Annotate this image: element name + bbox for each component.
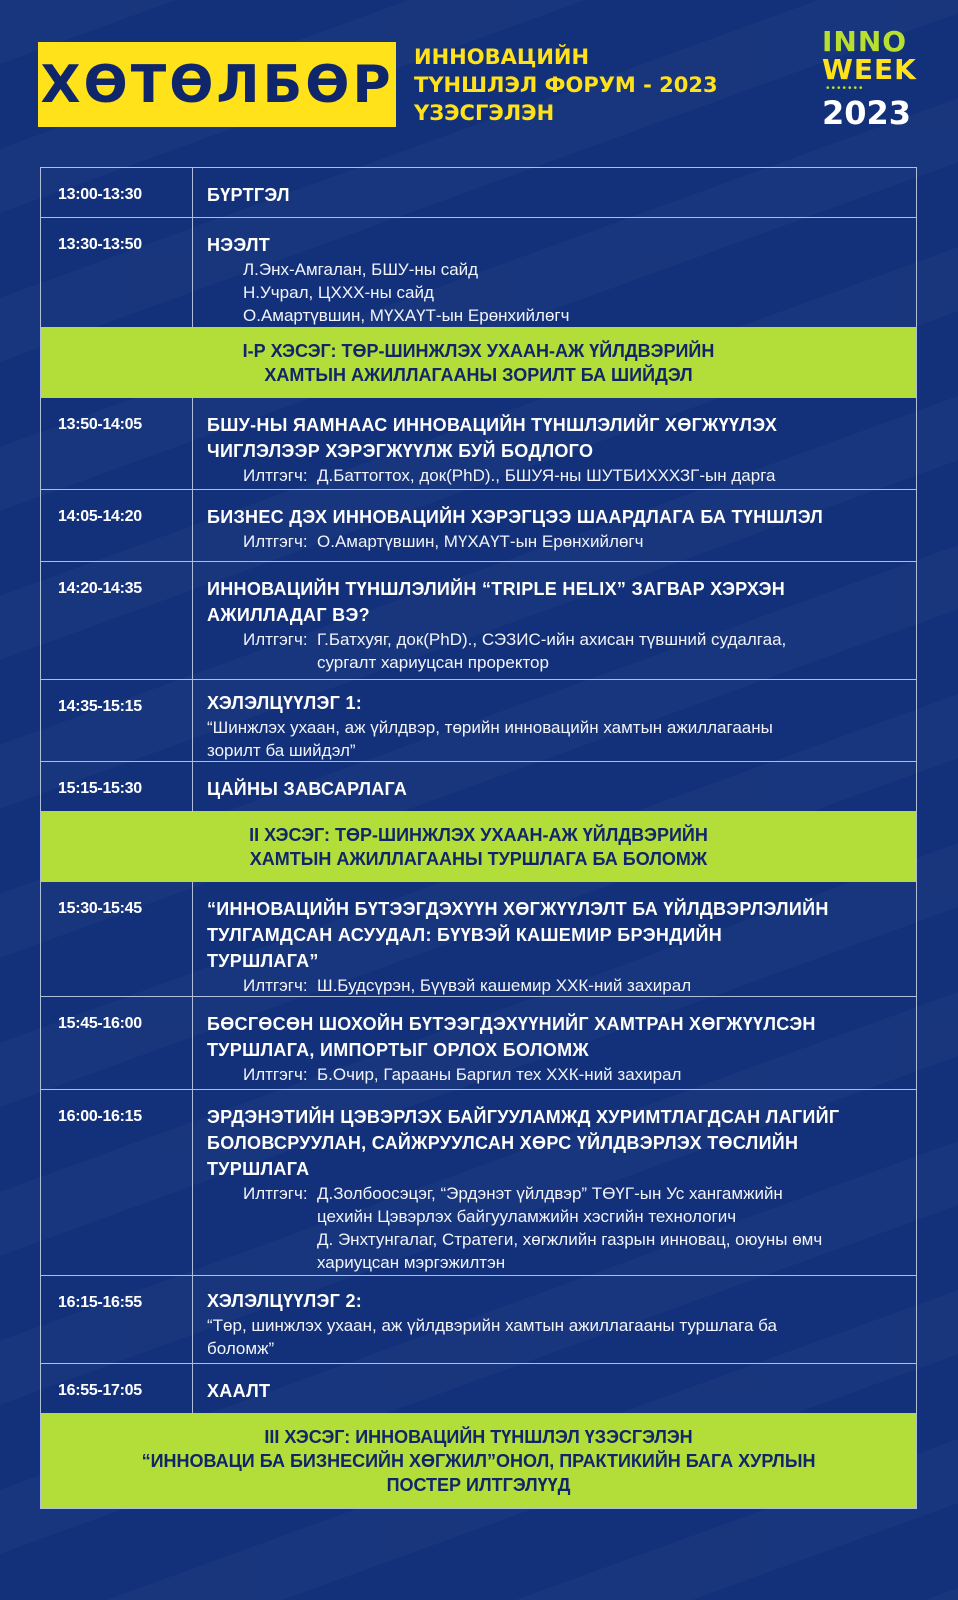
time-cell: 16:00-16:15 — [41, 1090, 193, 1275]
presenter-name: Д. Энхтунгалаг, Стратеги, хөгжлийн газрын инновац, оюуны өмч — [317, 1230, 823, 1249]
section-title-line: “ИННОВАЦИ БА БИЗНЕСИЙН ХӨГЖИЛ”ОНОЛ, ПРАКТИКИЙН БАГА ХУРЛЫН — [141, 1451, 816, 1471]
content-cell — [193, 1276, 916, 1363]
content-cell — [193, 882, 916, 996]
time-cell: 14:35-15:15 — [41, 680, 193, 761]
page-title: ХӨТӨЛБӨР — [40, 54, 394, 115]
schedule-row — [40, 1364, 917, 1414]
schedule-row — [40, 762, 917, 812]
logo-text-week: WEEK — [822, 53, 917, 86]
presenter-name: Г.Батхуяг, док(PhD)., СЭЗИС-ийн ахисан түвшний судалгаа, — [317, 630, 787, 649]
time-cell: 16:15-16:55 — [41, 1276, 193, 1363]
session-title: ХААЛТ — [207, 1381, 271, 1401]
session-title: БҮРТГЭЛ — [207, 185, 290, 205]
session-title: ТУРШЛАГА — [207, 1159, 310, 1179]
time-cell: 14:05-14:20 — [41, 490, 193, 561]
time-cell: 13:50-14:05 — [41, 398, 193, 489]
logo-text-inno: INNO — [822, 25, 908, 58]
session-title: ХЭЛЭЛЦҮҮЛЭГ 2: — [207, 1291, 363, 1311]
session-title: БШУ-НЫ ЯАМНААС ИННОВАЦИЙН ТҮНШЛЭЛИЙГ ХӨГЖҮҮЛЭХ — [207, 415, 778, 435]
presenter-line — [207, 974, 906, 997]
speaker-line: Л.Энх-Амгалан, БШУ-ны сайд — [243, 260, 479, 279]
discussion-topic: боломж” — [207, 1339, 275, 1358]
innoweek-logo — [822, 25, 922, 138]
presenter-line — [207, 464, 906, 487]
section-title-line: III ХЭСЭГ: ИННОВАЦИЙН ТҮНШЛЭЛ ҮЗЭСГЭЛЭН — [264, 1427, 693, 1447]
speaker-line: Н.Учрал, ЦХХХ-ны сайд — [243, 283, 434, 302]
page-header — [0, 0, 958, 165]
presenter-label: Илтгэгч: — [243, 976, 308, 995]
time-cell: 15:30-15:45 — [41, 882, 193, 996]
presenter-name: Д.Золбоосэцэг, “Эрдэнэт үйлдвэр” ТӨҮГ-ын Ус хангамжийн — [317, 1184, 783, 1203]
section-title-line: I-Р ХЭСЭГ: ТӨР-ШИНЖЛЭХ УХААН-АЖ ҮЙЛДВЭРИЙН — [242, 341, 715, 361]
presenter-name: Д.Баттогтох, док(PhD)., БШУЯ-ны ШУТБИХХХЗГ-ын дарга — [317, 466, 776, 485]
schedule-table — [40, 167, 917, 1509]
presenter-label: Илтгэгч: — [243, 1184, 308, 1203]
presenter-name: О.Амартүвшин, МҮХАҮТ-ын Ерөнхийлөгч — [317, 532, 644, 551]
time-cell: 14:20-14:35 — [41, 562, 193, 679]
presenter-line — [207, 530, 906, 553]
presenter-label: Илтгэгч: — [243, 466, 308, 485]
schedule-row — [40, 882, 917, 997]
schedule-row — [40, 168, 917, 218]
session-title: ЭРДЭНЭТИЙН ЦЭВЭРЛЭХ БАЙГУУЛАМЖД ХУРИМТЛАГДСАН ЛАГИЙГ — [207, 1107, 840, 1127]
session-title: БӨСГӨСӨН ШОХОЙН БҮТЭЭГДЭХҮҮНИЙГ ХАМТРАН ХӨГЖҮҮЛСЭН — [207, 1014, 816, 1034]
content-cell — [193, 997, 916, 1089]
subtitle-line: ТҮНШЛЭЛ ФОРУМ - 2023 — [414, 73, 718, 97]
content-cell — [193, 1364, 916, 1413]
schedule-row — [40, 1090, 917, 1276]
time-cell: 13:30-13:50 — [41, 218, 193, 327]
content-cell — [193, 1090, 916, 1275]
speaker-line: О.Амартүвшин, МҮХАҮТ-ын Ерөнхийлөгч — [243, 306, 570, 325]
presenter-line — [207, 1063, 906, 1086]
section-title-line: ПОСТЕР ИЛТГЭЛҮҮД — [386, 1475, 571, 1495]
session-title: ЦАЙНЫ ЗАВСАРЛАГА — [207, 779, 408, 799]
schedule-row — [40, 680, 917, 762]
event-subtitle — [414, 43, 774, 127]
section-band — [40, 812, 917, 882]
session-title: НЭЭЛТ — [207, 235, 271, 255]
time-cell: 15:15-15:30 — [41, 762, 193, 811]
time-cell: 15:45-16:00 — [41, 997, 193, 1089]
section-title-line: ХАМТЫН АЖИЛЛАГААНЫ ЗОРИЛТ БА ШИЙДЭЛ — [264, 365, 693, 385]
session-title: “ИННОВАЦИЙН БҮТЭЭГДЭХҮҮН ХӨГЖҮҮЛЭЛТ БА ҮЙЛДВЭРЛЭЛИЙН — [207, 899, 829, 919]
content-cell — [193, 562, 916, 679]
time-cell: 16:55-17:05 — [41, 1364, 193, 1413]
presenter-label: Илтгэгч: — [243, 630, 308, 649]
discussion-topic: “Шинжлэх ухаан, аж үйлдвэр, төрийн инновацийн хамтын ажиллагааны — [207, 718, 773, 737]
session-title: БИЗНЕС ДЭХ ИННОВАЦИЙН ХЭРЭГЦЭЭ ШААРДЛАГА БА ТҮНШЛЭЛ — [207, 507, 824, 527]
section-band — [40, 328, 917, 398]
title-banner — [38, 42, 396, 127]
presenter-label: Илтгэгч: — [243, 532, 308, 551]
schedule-row — [40, 997, 917, 1090]
presenter-line — [207, 628, 906, 651]
presenter-position: хариуцсан мэргэжилтэн — [317, 1253, 506, 1272]
session-title: ТУЛГАМДСАН АСУУДАЛ: БҮҮВЭЙ КАШЕМИР БРЭНДИЙН — [207, 925, 723, 945]
session-title: ТУРШЛАГА, ИМПОРТЫГ ОРЛОХ БОЛОМЖ — [207, 1040, 589, 1060]
schedule-row — [40, 218, 917, 328]
content-cell — [193, 490, 916, 561]
session-title: ИННОВАЦИЙН ТҮНШЛЭЛИЙН “TRIPLE HELIX” ЗАГВАР ХЭРХЭН — [207, 579, 786, 599]
presenter-name: Ш.Будсүрэн, Бүүвэй кашемир ХХК-ний захирал — [317, 976, 692, 995]
schedule-row — [40, 1276, 917, 1364]
discussion-topic: зорилт ба шийдэл” — [207, 741, 356, 760]
session-title: ТУРШЛАГА” — [207, 951, 319, 971]
subtitle-line: ҮЗЭСГЭЛЭН — [414, 101, 555, 125]
logo-year: 2023 — [822, 94, 912, 132]
session-title: АЖИЛЛАДАГ ВЭ? — [207, 605, 370, 625]
session-title: БОЛОВСРУУЛАН, САЙЖРУУЛСАН ХӨРС ҮЙЛДВЭРЛЭХ ТӨСЛИЙН — [207, 1133, 799, 1153]
presenter-label: Илтгэгч: — [243, 1065, 308, 1084]
session-title: ХЭЛЭЛЦҮҮЛЭГ 1: — [207, 693, 363, 713]
presenter-name: Б.Очир, Гарааны Баргил тех ХХК-ний захирал — [317, 1065, 682, 1084]
schedule-row — [40, 398, 917, 490]
logo-dots: ••••••• — [826, 83, 865, 94]
discussion-topic: “Төр, шинжлэх ухаан, аж үйлдвэрийн хамтын ажиллагааны туршлага ба — [207, 1316, 777, 1335]
content-cell — [193, 398, 916, 489]
section-title-line: II ХЭСЭГ: ТӨР-ШИНЖЛЭХ УХААН-АЖ ҮЙЛДВЭРИЙН — [249, 825, 708, 845]
schedule-row — [40, 490, 917, 562]
subtitle-line: ИННОВАЦИЙН — [414, 45, 590, 69]
time-cell: 13:00-13:30 — [41, 168, 193, 217]
schedule-row — [40, 562, 917, 680]
content-cell — [193, 168, 916, 217]
section-title-line: ХАМТЫН АЖИЛЛАГААНЫ ТУРШЛАГА БА БОЛОМЖ — [249, 849, 708, 869]
session-title: ЧИГЛЭЛЭЭР ХЭРЭГЖҮҮЛЖ БУЙ БОДЛОГО — [207, 441, 594, 461]
presenter-line — [207, 1182, 906, 1205]
content-cell — [193, 680, 916, 761]
presenter-position: цехийн Цэвэрлэх байгууламжийн хэсгийн технологич — [317, 1207, 737, 1226]
content-cell — [193, 218, 916, 327]
section-band — [40, 1414, 917, 1509]
content-cell — [193, 762, 916, 811]
presenter-position: сургалт хариуцсан проректор — [317, 653, 549, 672]
